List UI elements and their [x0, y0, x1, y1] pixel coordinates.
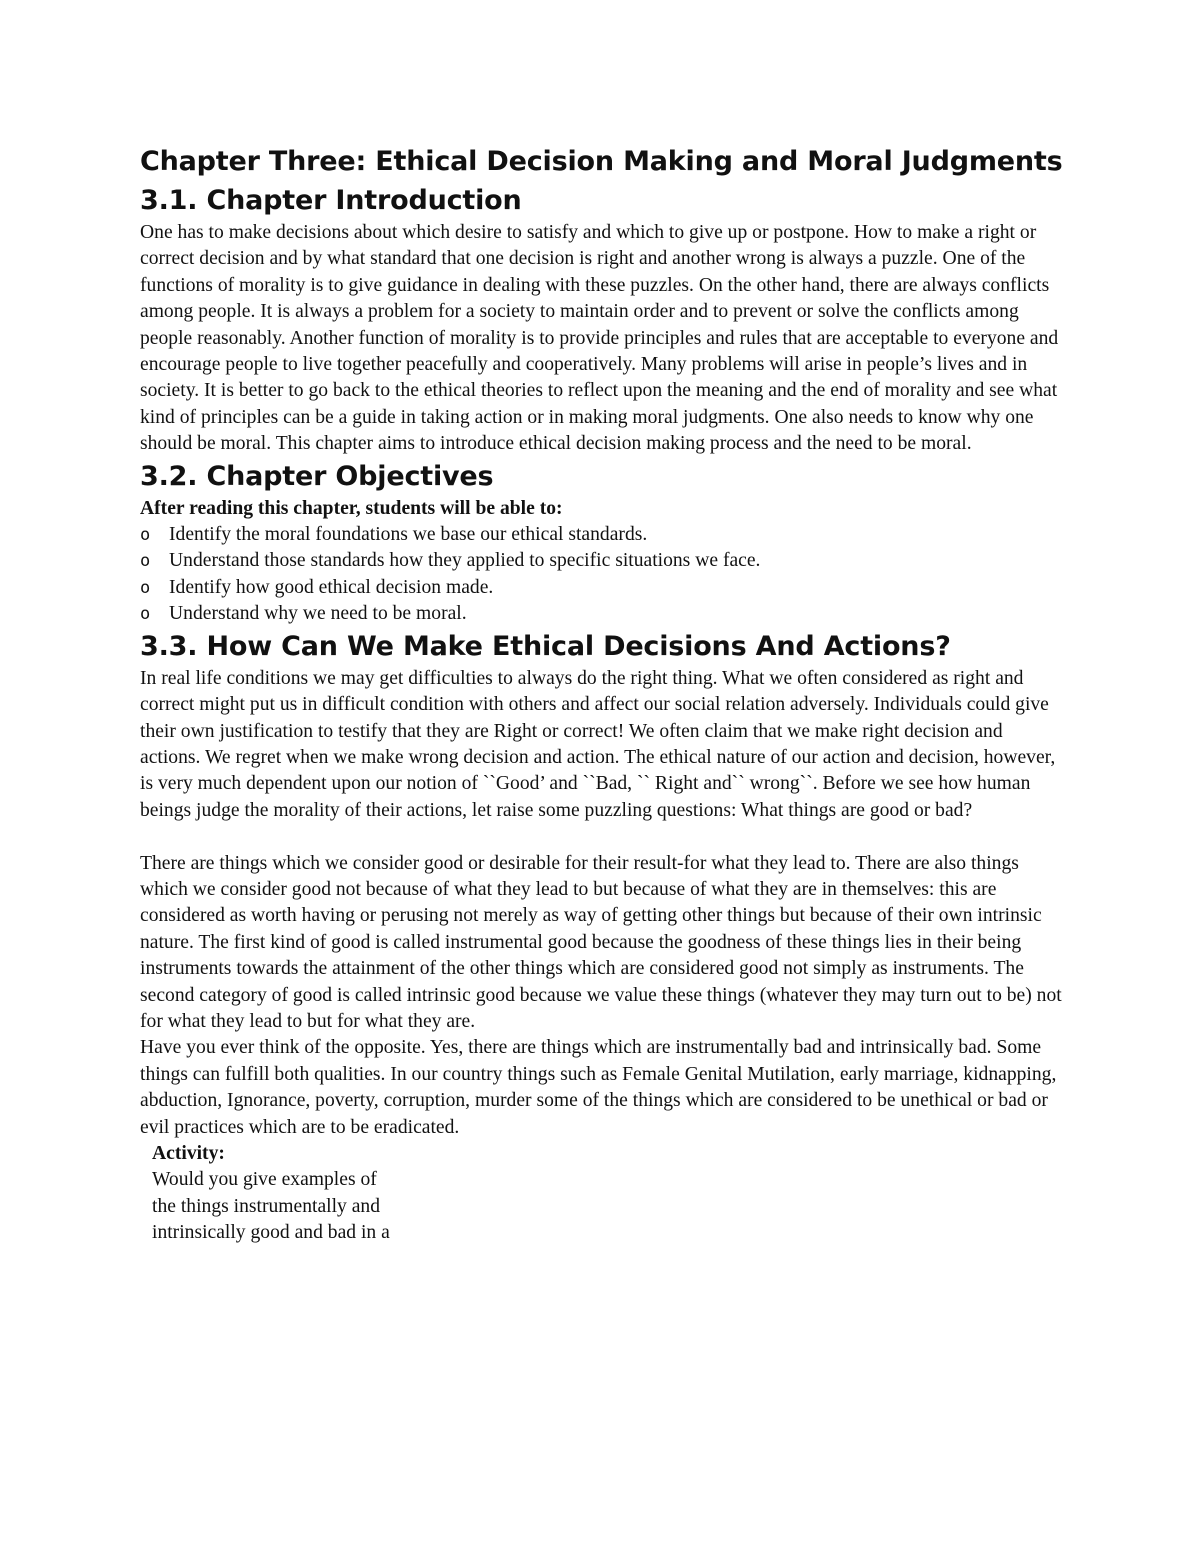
section-heading-introduction: 3.1. Chapter Introduction	[140, 185, 522, 216]
introduction-paragraph: One has to make decisions about which desire to satisfy and which to give up or postpone. How to make a right or correct decision and by what standard that one decision is right and another wrong is always a puzzle. One of the functions of morality is to give guidance in dealing with these puzzles. On the other hand, there are always conflicts among people. It is always a problem for a society to maintain order and to prevent or solve the conflicts among people reasonably. Another function of morality is to provide principles and rules that are acceptable to everyone and encourage people to live together peacefully and cooperatively. Many problems will arise in people’s lives and in society. It is better to go back to the ethical theories to reflect upon the meaning and the end of morality and see what kind of principles can be a guide in taking action or in making moral judgments. One also needs to know why one should be moral. This chapter aims to introduce ethical decision making process and the need to be moral.	[140, 222, 1059, 455]
chapter-title: Chapter Three: Ethical Decision Making and Moral Judgments	[140, 146, 1063, 177]
objective-text: Understand why we need to be moral.	[169, 603, 467, 625]
activity-line: the things instrumentally and	[152, 1195, 381, 1217]
objectives-list	[140, 522, 1065, 628]
how-paragraph-3: Have you ever think of the opposite. Yes, there are things which are instrumentally bad and intrinsically bad. Some things can fulfill both qualities. In our country things such as Female Genital Mutilation, early marriage, kidnapping, abduction, Ignorance, poverty, corruption, murder some of the things which are considered to be unethical or bad or evil practices which are to be eradicated.	[140, 1037, 1057, 1138]
document-content	[140, 144, 1065, 1247]
objectives-lead: After reading this chapter, students will be able to:	[140, 497, 563, 519]
activity-text	[152, 1167, 442, 1246]
section-heading-objectives: 3.2. Chapter Objectives	[140, 460, 494, 492]
activity-line: Would you give examples of	[152, 1169, 377, 1191]
objective-text: Identify the moral foundations we base our ethical standards.	[169, 524, 648, 546]
objective-item	[140, 522, 1065, 548]
circle-bullet-icon: o	[140, 551, 151, 572]
activity-box	[152, 1141, 442, 1247]
how-paragraph-1: In real life conditions we may get difficulties to always do the right thing. What we often considered as right and correct might put us in difficult condition with others and affect our social relation adversely. Individuals could give their own justification to testify that they are Right or correct! We often claim that we make right decision and actions. We regret when we make wrong decision and action. The ethical nature of our action and decision, however, is very much dependent upon our notion of ``Good’ and ``Bad, `` Right and`` wrong``. Before we see how human beings judge the morality of their actions, let raise some puzzling questions: What things are good or bad?	[140, 667, 1056, 821]
how-paragraph-2: There are things which we consider good or desirable for their result-for what they lead to. There are also things which we consider good not because of what they lead to but because of what they are in themselves: this are considered as worth having or perusing not merely as way of getting other things but because of their own intrinsic nature. The first kind of good is called instrumental good because the goodness of these things lies in their being instruments towards the attainment of the other things which are considered good not simply as instruments. The second category of good is called intrinsic good because we value these things (whatever they may turn out to be) not for what they lead to but for what they are.	[140, 852, 1062, 1032]
objective-text: Understand those standards how they applied to specific situations we face.	[169, 550, 761, 572]
circle-bullet-icon: o	[140, 604, 151, 625]
paragraph-gap	[140, 824, 1065, 850]
objective-text: Identify how good ethical decision made.	[169, 576, 494, 598]
activity-line: intrinsically good and bad in a	[152, 1222, 390, 1244]
activity-label: Activity:	[152, 1142, 225, 1164]
objective-item	[140, 548, 1065, 574]
objective-item	[140, 575, 1065, 601]
circle-bullet-icon: o	[140, 577, 151, 598]
objective-item	[140, 601, 1065, 627]
circle-bullet-icon: o	[140, 525, 151, 546]
section-heading-how: 3.3. How Can We Make Ethical Decisions And Actions?	[140, 630, 951, 662]
